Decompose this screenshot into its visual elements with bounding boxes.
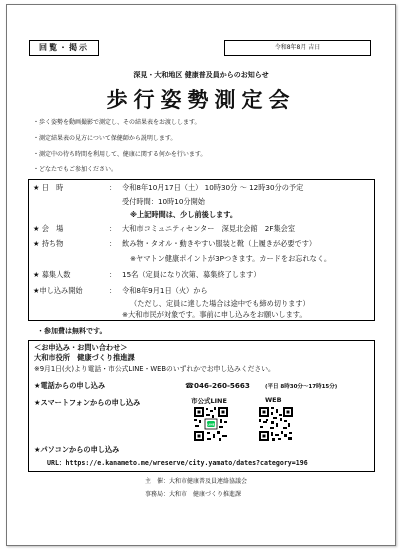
page-title: 歩行姿勢測定会 [106,87,296,112]
event-details-box [28,179,375,321]
contact-heading: ＜お申込み・お問い合わせ＞ [34,343,128,352]
bullet-item: ・歩く姿勢を動画撮影で測定し、その結果表をお渡しします。 [33,119,201,126]
items-label: ★ 持ち物 [33,239,64,248]
line-label: 市公式LINE [191,397,227,405]
fee-note: ・参加費は無料です。 [37,327,107,335]
colon: ： [109,286,117,295]
date-label: ★ 日 時 [33,183,64,192]
venue-label: ★ 会 場 [33,224,64,233]
contact-instructions: ※9月1日(火)より電話・市公式LINE・WEBのいずれかでお申し込みください。 [34,365,275,373]
web-qr-code-icon[interactable] [258,406,294,442]
colon: ： [109,239,117,248]
contact-box [28,340,375,472]
apply-label: ★申し込み開始 [33,286,83,295]
time-note: ※上記時間は、少し前後します。 [130,210,238,219]
reception-time: 受付時間：10時10分開始 [122,197,205,206]
svg-text:LINE: LINE [207,422,215,427]
circulation-notice-label: 回覧・掲示 [29,40,99,56]
bullet-item: ・どなたでもご参加ください。 [33,166,118,173]
apply-note-deadline: （ただし、定員に達した場合は途中でも締め切ります） [130,299,310,308]
contact-org: 大和市役所 健康づくり推進課 [34,353,135,362]
items-value: 飲み物・タオル・動きやすい服装と靴（上履きが必要です） [122,239,317,248]
organizer-text: 主 催：大和市健康普及員連絡協議会 [145,478,248,485]
apply-value: 令和8年9月1日（火）から [122,286,208,295]
phone-hours: (平日 8時30分～17時15分) [265,384,338,390]
pc-label: ★パソコンからの申し込み [34,445,120,454]
bullet-item: ・測定中の待ち時間を利用して、健康に関する何かを行います。 [33,151,207,158]
colon: ： [109,183,117,192]
reservation-url-link[interactable]: URL：https://e.kanameto.me/wreserve/city.yamato/dates?category=196 [47,459,308,467]
colon: ： [109,224,117,233]
venue-value: 大和市コミュニティセンター 深見北会館 2F集会室 [122,224,296,233]
web-label: WEB [265,396,282,404]
date-value: 令和8年10月17日（土） 10時30分 ～ 12時30分の予定 [122,183,304,192]
capacity-value: 15名（定員になり次第、募集終了します） [122,270,261,279]
apply-note-residents: ※大和市民が対象です。事前に申し込みをお願いします。 [122,310,307,319]
phone-label: ★電話からの申し込み [34,381,106,390]
phone-number[interactable]: ☎046-260-5663 [185,381,250,390]
capacity-label: ★ 募集人数 [33,270,71,279]
items-note: ※ヤマトン健康ポイントが3Pつきます。カードをお忘れなく。 [130,254,332,263]
office-text: 事務局：大和市 健康づくり推進課 [145,491,242,498]
line-qr-code-icon[interactable] [193,406,229,442]
issue-date: 令和8年8月 吉日 [224,40,371,56]
bullet-item: ・測定結果表の見方について保健師から説明します。 [33,135,177,142]
subtitle: 深見・大和地区 健康普及員からのお知らせ [133,71,269,79]
colon: ： [109,270,117,279]
smartphone-label: ★スマートフォンからの申し込み [34,398,141,407]
